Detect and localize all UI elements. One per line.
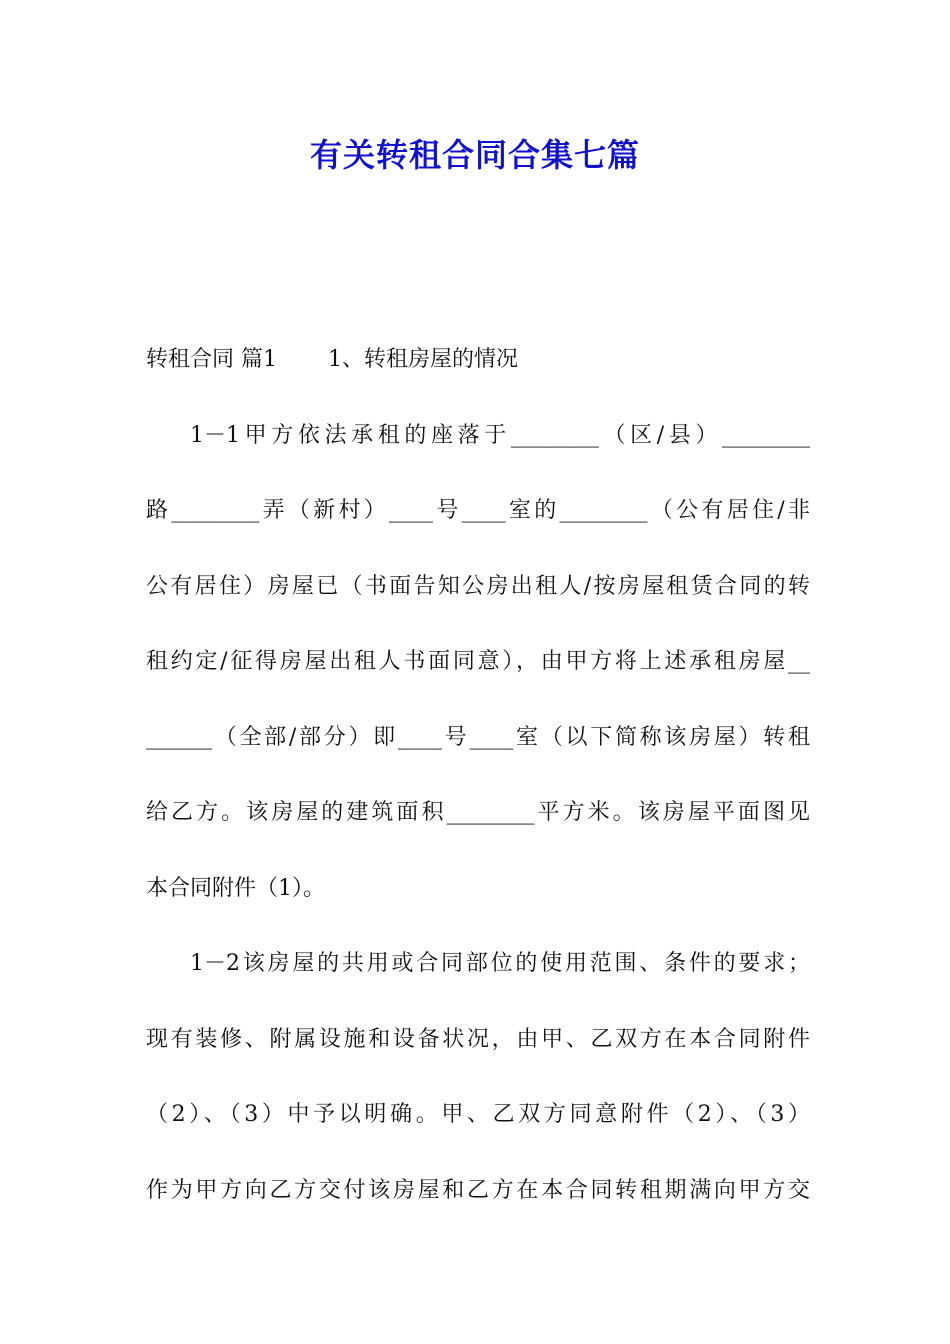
text-line: 作为甲方向乙方交付该房屋和乙方在本合同转租期满向甲方交 [146,1177,810,1203]
text-line: ______（全部/部分）即____号____室（以下简称该房屋）转租 [146,724,810,750]
text-line: 现有装修、附属设施和设备状况，由甲、乙双方在本合同附件 [146,1026,810,1052]
text-line: 本合同附件（1）。 [146,875,325,901]
text-line: 租约定/征得房屋出租人书面同意），由甲方将上述承租房屋__ [146,649,810,674]
text-line: （2）、（3）中予以明确。甲、乙双方同意附件（2）、（3） [146,1102,810,1127]
document-body [146,341,810,1247]
document-title: 有关转租合同合集七篇 [309,136,640,174]
text-line: 公有居住）房屋已（书面告知公房出租人/按房屋租赁合同的转 [146,573,810,599]
text-line: 给乙方。该房屋的建筑面积________平方米。该房屋平面图见 [146,800,810,825]
text-line-clause-1-1-start: 1－1甲方依法承租的座落于________（区/县）________ [190,422,810,448]
text-line-section-heading: 转租合同 篇1 1、转租房屋的情况 [146,347,518,372]
text-line-clause-1-2-start: 1－2该房屋的共用或合同部位的使用范围、条件的要求； [190,951,810,976]
text-line: 路________弄（新村）____号____室的________（公有居住/非 [146,498,810,523]
